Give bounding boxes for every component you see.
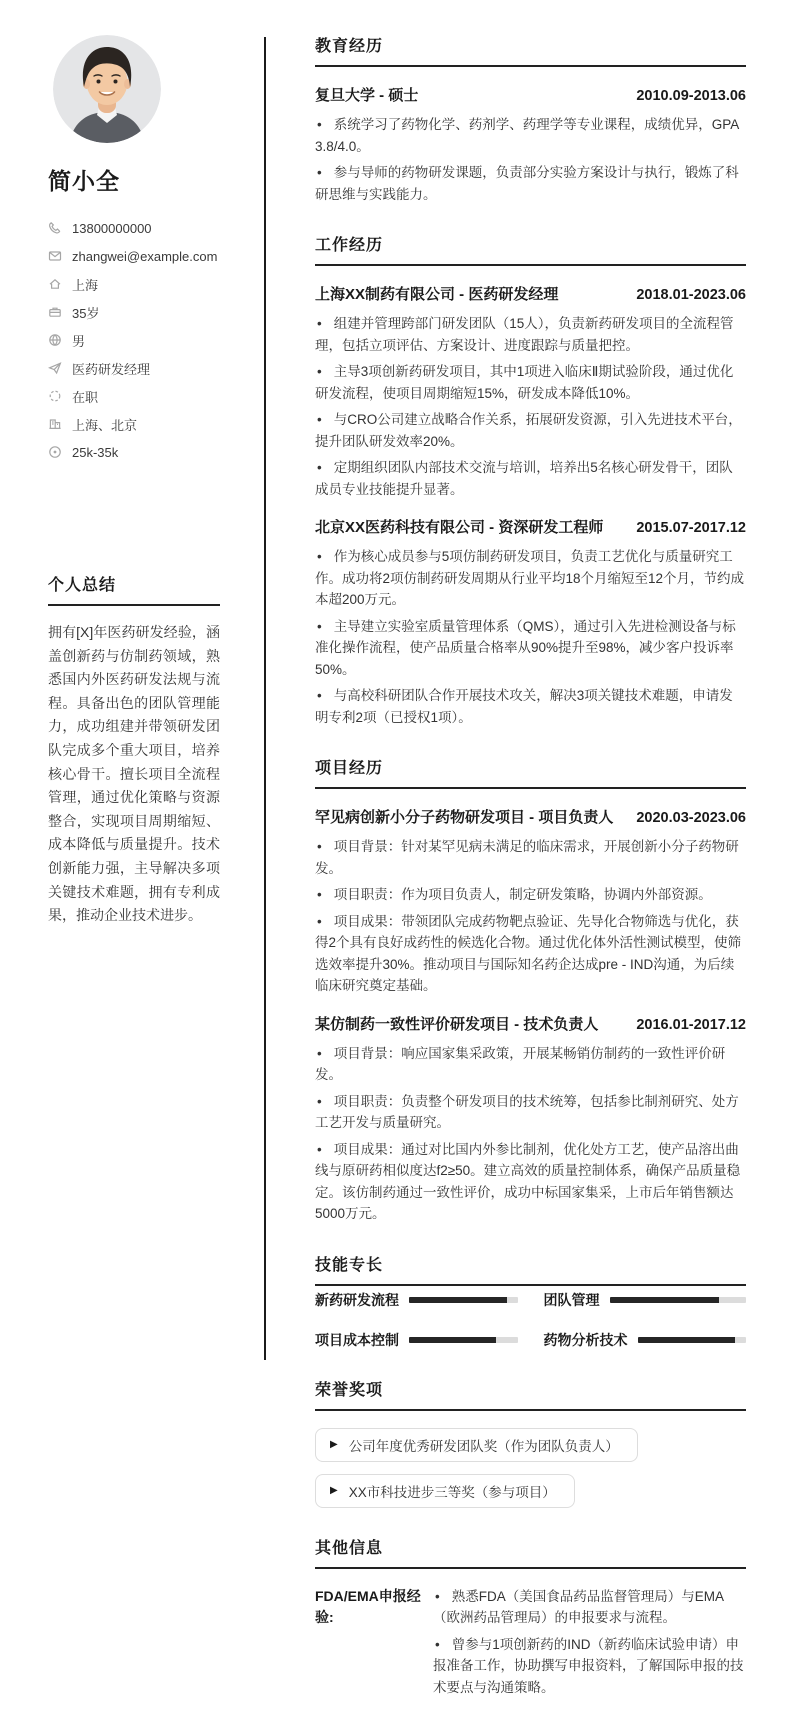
contact-job-title	[48, 354, 220, 382]
projects-section	[315, 755, 746, 1225]
skill-bar-track	[638, 1337, 747, 1343]
contact-status-value: 在职	[72, 389, 99, 405]
education-title: 教育经历	[315, 33, 746, 67]
globe-icon	[48, 333, 62, 347]
project-bullet: • 项目背景：响应国家集采政策，开展某畅销仿制药的一致性评价研发。	[315, 1043, 746, 1086]
skill-label: 团队管理	[543, 1291, 600, 1308]
vertical-divider	[264, 37, 266, 1360]
other-info-label: FDA/EMA申报经验:	[315, 1587, 421, 1625]
award-item	[315, 1474, 575, 1508]
project-date: 2020.03-2023.06	[636, 810, 746, 826]
other-info-bullet: • 曾参与1项创新药的IND（新药临床试验申请）申报准备工作，协助撰写申报资料，了解国际申报的技术要点与沟通策略。	[433, 1634, 746, 1699]
contact-age-value: 35岁	[72, 305, 100, 321]
mail-icon	[48, 249, 62, 263]
main-content	[315, 33, 746, 1725]
work-entry	[315, 516, 746, 728]
contact-salary-value: 25k-35k	[72, 444, 119, 460]
award-text: 公司年度优秀研发团队奖（作为团队负责人）	[348, 1438, 619, 1454]
skill-label: 项目成本控制	[315, 1331, 399, 1348]
work-section	[315, 232, 746, 728]
contact-list	[48, 214, 220, 466]
paper-plane-icon	[48, 361, 62, 375]
other-info-bullet: • 熟悉FDA（美国食品药品监督管理局）与EMA（欧洲药品管理局）的申报要求与流程。	[433, 1586, 746, 1629]
building-icon	[48, 417, 62, 431]
phone-icon	[48, 221, 62, 235]
awards-title: 荣誉奖项	[315, 1377, 746, 1411]
avatar-photo-illustration	[53, 35, 161, 143]
skill-label: 药物分析技术	[543, 1331, 628, 1348]
skills-title: 技能专长	[315, 1252, 746, 1286]
work-bullet: • 组建并管理跨部门研发团队（15人），负责新药研发项目的全流程管理，包括立项评估、方案设计、进度跟踪与质量把控。	[315, 313, 746, 356]
skill-bar-fill	[409, 1297, 507, 1303]
other-info-section	[315, 1535, 746, 1699]
skill-item	[544, 1330, 747, 1350]
award-text: XX市科技进步三等奖（参与项目）	[348, 1484, 556, 1500]
education-school: 复旦大学 - 硕士	[315, 87, 419, 104]
awards-section	[315, 1377, 746, 1508]
project-name: 某仿制药一致性评价研发项目 - 技术负责人	[315, 1015, 599, 1033]
target-icon	[48, 445, 62, 459]
summary-title: 个人总结	[48, 572, 220, 606]
work-bullet: • 主导3项创新药研发项目，其中1项进入临床Ⅱ期试验阶段，通过优化研发流程，使项目周期缩短15%，研发成本降低10%。	[315, 361, 746, 404]
education-section	[315, 33, 746, 205]
work-bullet: • 定期组织团队内部技术交流与培训，培养出5名核心研发骨干，团队成员专业技能提升显著。	[315, 457, 746, 500]
project-name: 罕见病创新小分子药物研发项目 - 项目负责人	[315, 809, 614, 826]
contact-email-value: zhangwei@example.com	[72, 248, 218, 264]
contact-salary	[48, 438, 220, 466]
education-bullet: • 参与导师的药物研发课题，负责部分实验方案设计与执行，锻炼了科研思维与实践能力。	[315, 162, 746, 205]
skill-item	[315, 1290, 518, 1310]
project-bullet: • 项目成果：带领团队完成药物靶点验证、先导化合物筛选与优化，获得2个具有良好成药性的候选化合物。通过优化体外活性测试模型，使筛选效率提升30%。推动项目与国际知名药企达成pre - IND沟通，为后续临床研究奠定基础。	[315, 911, 746, 997]
project-entry	[315, 1013, 746, 1225]
summary-text: 拥有[X]年医药研发经验，涵盖创新药与仿制药领域，熟悉国内外医药研发法规与流程。具备出色的团队管理能力，成功组建并带领研发团队完成多个重大项目，培养核心骨干。擅长项目全流程管理，通过优化策略与资源整合，实现项目周期缩短、成本降低与质量提升。技术创新能力强，主导解决多项关键技术难题，拥有专利成果，推动企业技术进步。	[48, 624, 220, 924]
work-bullet: • 与高校科研团队合作开展技术攻关，解决3项关键技术难题，申请发明专利2项（已授权1项）。	[315, 685, 746, 728]
status-icon	[48, 389, 62, 403]
work-date: 2015.07-2017.12	[636, 520, 746, 536]
person-name: 简小全	[48, 168, 120, 194]
work-date: 2018.01-2023.06	[636, 287, 746, 303]
work-bullet: • 主导建立实验室质量管理体系（QMS），通过引入先进检测设备与标准化操作流程，使产品质量合格率从90%提升至98%，减少客户投诉率50%。	[315, 616, 746, 681]
triangle-right-icon: ▶	[330, 1438, 338, 1450]
contact-phone	[48, 214, 220, 242]
contact-cities-value: 上海、北京	[72, 417, 138, 433]
skill-label: 新药研发流程	[315, 1291, 399, 1308]
triangle-right-icon: ▶	[330, 1484, 338, 1496]
education-date: 2010.09-2013.06	[636, 88, 746, 104]
skill-item	[544, 1290, 747, 1310]
contact-cities	[48, 410, 220, 438]
contact-status	[48, 382, 220, 410]
project-bullet: • 项目职责：负责整个研发项目的技术统筹，包括参比制剂研究、处方工艺开发与质量研究。	[315, 1091, 746, 1134]
skill-bar-fill	[409, 1337, 496, 1343]
work-bullet: • 与CRO公司建立战略合作关系，拓展研发资源，引入先进技术平台，提升团队研发效率20%。	[315, 409, 746, 452]
contact-job-title-value: 医药研发经理	[72, 361, 151, 377]
avatar	[53, 35, 161, 143]
summary-section	[48, 572, 220, 928]
work-entry	[315, 283, 746, 500]
work-company: 上海XX制药有限公司 - 医药研发经理	[315, 286, 559, 303]
projects-title: 项目经历	[315, 755, 746, 789]
education-bullet: • 系统学习了药物化学、药剂学、药理学等专业课程，成绩优异，GPA 3.8/4.0。	[315, 114, 746, 157]
briefcase-icon	[48, 305, 62, 319]
project-bullet: • 项目背景：针对某罕见病未满足的临床需求，开展创新小分子药物研发。	[315, 836, 746, 879]
contact-location	[48, 270, 220, 298]
sidebar	[48, 35, 220, 928]
project-entry	[315, 806, 746, 997]
skill-bar-track	[610, 1297, 747, 1303]
project-bullet: • 项目成果：通过对比国内外参比制剂，优化处方工艺，使产品溶出曲线与原研药相似度达f2≥50。建立高效的质量控制体系，确保产品质量稳定。该仿制药通过一致性评价，成功中标国家集采，上市后年销售额达5000万元。	[315, 1139, 746, 1225]
contact-gender-value: 男	[72, 333, 86, 349]
award-item	[315, 1428, 638, 1462]
contact-gender	[48, 326, 220, 354]
contact-location-value: 上海	[72, 277, 99, 293]
skill-bar-track	[409, 1337, 518, 1343]
work-title: 工作经历	[315, 232, 746, 266]
project-bullet: • 项目职责：作为项目负责人，制定研发策略，协调内外部资源。	[315, 884, 746, 906]
skill-item	[315, 1330, 518, 1350]
other-info-title: 其他信息	[315, 1535, 746, 1569]
skill-bar-fill	[610, 1297, 719, 1303]
contact-phone-value: 13800000000	[72, 220, 152, 236]
education-entry	[315, 84, 746, 205]
project-date: 2016.01-2017.12	[636, 1016, 746, 1033]
skill-bar-track	[409, 1297, 518, 1303]
work-company: 北京XX医药科技有限公司 - 资深研发工程师	[315, 519, 604, 536]
work-bullet: • 作为核心成员参与5项仿制药研发项目，负责工艺优化与质量研究工作。成功将2项仿制药研发周期从行业平均18个月缩短至12个月，节约成本超200万元。	[315, 546, 746, 611]
contact-age	[48, 298, 220, 326]
skills-section	[315, 1252, 746, 1350]
skill-bar-fill	[638, 1337, 736, 1343]
home-icon	[48, 277, 62, 291]
contact-email	[48, 242, 220, 270]
